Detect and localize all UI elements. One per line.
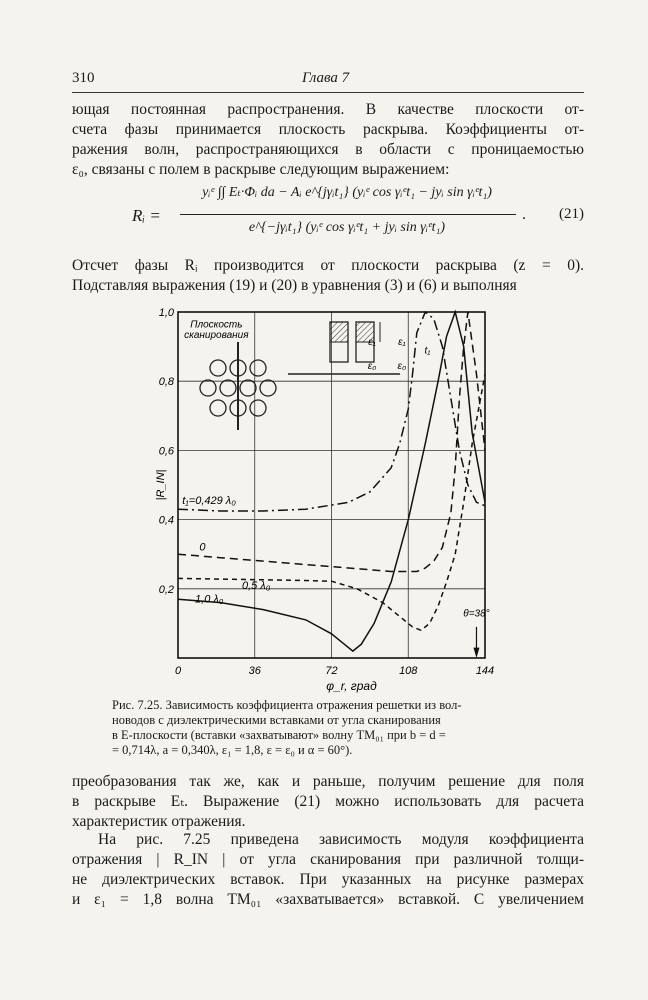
waveguide-circle [210, 400, 226, 416]
x-axis-label: φ_r, град [326, 679, 377, 693]
y-tick-label: 0,8 [158, 376, 174, 389]
figure-caption [112, 698, 544, 758]
x-tick-label: 0 [174, 665, 182, 677]
dielectric-insert [330, 322, 348, 342]
text-line: ε₀, связаны с полем в раскрыве следующим выражением: [72, 161, 450, 178]
text-line: и ε₁ = 1,8 волна TM₀₁ «захватывается» вставкой. С увеличением [72, 891, 584, 908]
text-line: в раскрыве Eₜ. Выражение (21) можно использовать для расчета [72, 793, 584, 810]
paragraph-4 [72, 830, 584, 910]
chapter-title: Глава 7 [302, 70, 350, 86]
annotation-label: сканирования [184, 329, 249, 341]
series-label: 1,0 λ₀ [195, 593, 224, 606]
text-line: ражения волн, распространяющихся в области с проницаемостью [72, 141, 584, 158]
waveguide-circle [210, 360, 226, 376]
theta-arrowhead [473, 648, 479, 658]
text-line: Подставляя выражения (19) и (20) в уравнения (3) и (6) и выполняя [72, 277, 517, 294]
annotation-label: θ=38° [463, 608, 490, 620]
caption-line: Рис. 7.25. Зависимость коэффициента отражения решетки из вол- [112, 698, 462, 712]
series-label: 0,5 λ₀ [241, 579, 271, 592]
text-line: отражения | R_IN | от угла сканирования при различной толщи- [72, 851, 584, 868]
equation-number: (21) [559, 206, 584, 222]
text-line: преобразования так же, как и раньше, получим решение для поля [72, 773, 584, 790]
paragraph-1 [72, 100, 584, 180]
running-header [72, 70, 584, 90]
text-line: ющая постоянная распространения. В качестве плоскости от- [72, 101, 584, 118]
caption-line: = 0,714λ, a = 0,340λ, ε₁ = 1,8, ε = ε₀ и α = 60°). [112, 743, 353, 757]
waveguide-circle [200, 380, 216, 396]
y-tick-label: 0,4 [158, 514, 174, 527]
waveguide-circle [260, 380, 276, 396]
y-tick-label: 0,2 [158, 583, 174, 596]
caption-line: в E-плоскости (вставки «захватывают» волну TM₀₁ при b = d = [112, 728, 446, 742]
annotation-label: t₁ [424, 345, 431, 357]
annotation-label: ε₁ [398, 336, 406, 348]
equation-21 [72, 180, 584, 250]
equation-lhs: Rᵢ = [132, 206, 161, 225]
equation-denominator: e^{−jγᵢt₁} (yᵢᵉ cos γᵢᵉt₁ + jyᵢ sin γᵢᵉt₁) [248, 220, 446, 235]
page-number: 310 [72, 70, 95, 86]
paragraph-3 [72, 772, 584, 832]
waveguide-circle [250, 400, 266, 416]
series-label: t₁=0,429 λ₀ [182, 495, 236, 508]
x-tick-label: 144 [475, 665, 495, 677]
chart-labels [155, 307, 494, 693]
annotation-label: Плоскость [190, 319, 243, 331]
fraction-bar [180, 214, 516, 215]
text-line: характеристик отражения. [72, 813, 246, 830]
annotation-label: ε₀ [397, 361, 407, 373]
text-line: не диэлектрических вставок. При указанных на рисунке размерах [72, 871, 584, 888]
series-label: 0 [199, 541, 206, 554]
y-tick-label: 0,6 [158, 445, 174, 458]
text-line: Отсчет фазы Rᵢ производится от плоскости раскрыва (z = 0). [72, 257, 584, 274]
equation-dot: . [522, 206, 526, 223]
y-axis-label: |R_IN| [155, 469, 167, 501]
figure-7-25 [150, 300, 510, 700]
waveguide-circle [220, 380, 236, 396]
paragraph-2 [72, 256, 584, 296]
y-tick-label: 1,0 [158, 307, 174, 319]
text-line: На рис. 7.25 приведена зависимость модуля коэффициента [98, 831, 584, 848]
annotation-label: ε₀ [367, 361, 377, 373]
x-tick-label: 108 [399, 665, 418, 677]
waveguide-circle [240, 380, 256, 396]
caption-line: новодов с диэлектрическими вставками от угла сканирования [112, 713, 441, 727]
chart-grid [178, 312, 485, 658]
x-tick-label: 36 [248, 665, 261, 677]
header-rule [72, 92, 584, 93]
text-line: счета фазы принимается плоскость раскрыва. Коэффициенты от- [72, 121, 584, 138]
equation-numerator: yᵢᵉ ∫∫ Eₜ·Φᵢ da − Aᵢ e^{jγᵢt₁} (yᵢᵉ cos γᵢᵉt₁ − jyᵢ sin γᵢᵉt₁) [202, 185, 492, 200]
x-tick-label: 72 [325, 665, 338, 677]
waveguide-circle [250, 360, 266, 376]
annotation-label: ε₁ [368, 336, 376, 348]
reflection-chart [150, 300, 510, 700]
